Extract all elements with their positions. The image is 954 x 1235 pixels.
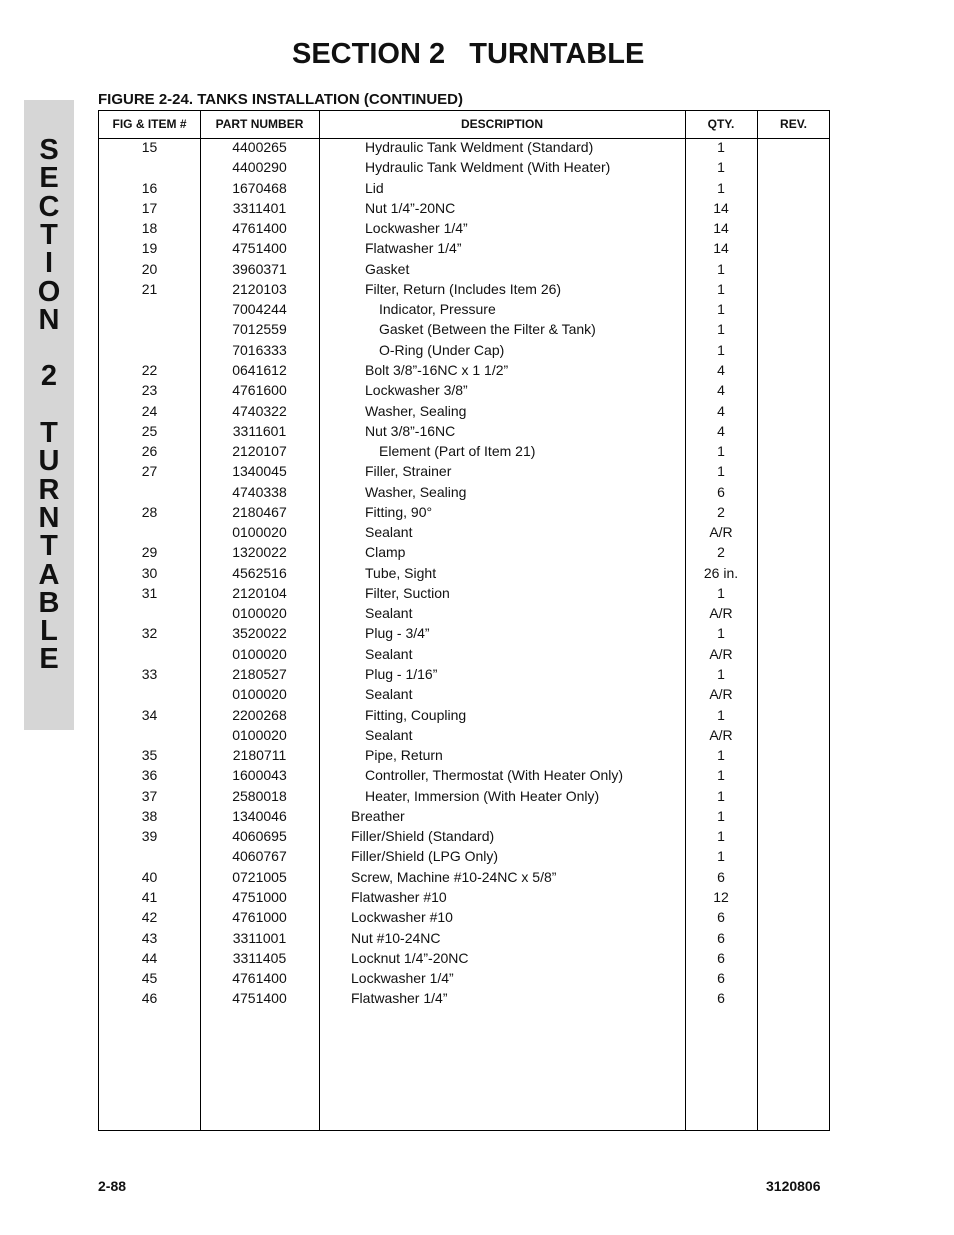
qty-cell: 1 [717, 828, 725, 845]
header-part-number: PART NUMBER [215, 117, 304, 131]
part-number-cell: 4562516 [232, 564, 287, 581]
item-cell: 18 [141, 220, 158, 237]
qty-cell: 26 in. [703, 564, 739, 581]
qty-cell: 14 [713, 220, 729, 237]
table-row [99, 968, 829, 988]
table-row [99, 928, 829, 948]
description-cell: Lockwasher 1/4” [351, 970, 454, 987]
side-tab-letter: O [37, 275, 61, 308]
side-tab-letter: L [40, 615, 58, 648]
table-row [99, 502, 829, 522]
qty-cell: 1 [717, 139, 725, 155]
qty-cell: 1 [717, 341, 725, 358]
side-tab-letter: I [44, 247, 54, 280]
description-cell: Filler/Shield (Standard) [351, 828, 495, 845]
part-number-cell: 2120107 [232, 443, 287, 460]
qty-cell: 1 [717, 625, 725, 642]
description-cell: Element (Part of Item 21) [379, 443, 536, 460]
table-row [99, 401, 829, 421]
item-cell: 34 [141, 706, 158, 723]
part-number-cell: 4060695 [232, 828, 287, 845]
description-cell: Filter, Return (Includes Item 26) [365, 280, 562, 297]
description-cell: Plug - 1/16” [365, 666, 438, 683]
item-cell: 26 [141, 443, 158, 460]
qty-cell: 1 [717, 321, 725, 338]
qty-cell: 2 [717, 503, 725, 520]
table-row [99, 340, 829, 360]
part-number-cell: 4751400 [232, 240, 287, 257]
qty-cell: 6 [717, 949, 725, 966]
table-row [99, 542, 829, 562]
qty-cell: 1 [717, 443, 725, 460]
item-cell: 22 [141, 361, 158, 378]
description-cell: Bolt 3/8”-16NC x 1 1/2” [365, 361, 509, 378]
description-cell: Sealant [365, 726, 413, 743]
table-row [99, 157, 829, 177]
qty-cell: 14 [713, 199, 729, 216]
side-tab-letter: T [40, 530, 58, 563]
item-cell: 37 [141, 787, 158, 804]
description-cell: Fitting, Coupling [365, 706, 467, 723]
side-tab-letter: C [38, 190, 60, 223]
document-number: 3120806 [766, 1178, 821, 1194]
qty-cell: 4 [717, 422, 725, 439]
side-tab-letter: S [39, 134, 59, 166]
description-cell: Plug - 3/4” [365, 625, 430, 642]
qty-cell: 1 [717, 179, 725, 196]
item-cell: 15 [141, 139, 158, 155]
part-number-cell: 0721005 [232, 868, 287, 885]
table-row [99, 623, 829, 643]
description-cell: Clamp [365, 544, 406, 561]
table-row [99, 806, 829, 826]
side-tab-letter: N [38, 303, 60, 336]
description-cell: Gasket [365, 260, 410, 277]
qty-cell: A/R [709, 645, 733, 662]
header-qty: QTY. [707, 117, 735, 131]
side-tab-letter: R [38, 473, 60, 506]
item-cell: 42 [141, 909, 158, 926]
qty-cell: 1 [717, 159, 725, 176]
part-number-cell: 3520022 [232, 625, 287, 642]
part-number-cell: 4740322 [232, 402, 287, 419]
item-cell: 39 [141, 828, 158, 845]
qty-cell: 6 [717, 929, 725, 946]
description-cell: Flatwasher 1/4” [351, 990, 448, 1007]
item-cell: 46 [141, 990, 158, 1007]
side-tab-letter: N [38, 501, 60, 534]
section-title: SECTION 2 TURNTABLE [292, 38, 645, 70]
description-cell: Indicator, Pressure [379, 301, 496, 318]
part-number-cell: 2200268 [232, 706, 287, 723]
table-row [99, 238, 829, 258]
item-cell: 30 [141, 564, 158, 581]
description-cell: Lockwasher #10 [351, 909, 453, 926]
part-number-cell: 4060767 [232, 848, 287, 865]
description-cell: Flatwasher #10 [351, 888, 447, 905]
table-row [99, 279, 829, 299]
qty-cell: 1 [717, 706, 725, 723]
qty-cell: 1 [717, 260, 725, 277]
qty-cell: A/R [709, 524, 733, 541]
description-cell: Nut 3/8”-16NC [365, 422, 456, 439]
description-cell: Screw, Machine #10-24NC x 5/8” [351, 868, 557, 885]
table-row [99, 664, 829, 684]
side-tab-letter: E [39, 162, 59, 195]
part-number-cell: 2180467 [232, 503, 287, 520]
description-cell: Filter, Suction [365, 584, 450, 601]
item-cell: 36 [141, 767, 158, 784]
part-number-cell: 4400265 [232, 139, 287, 155]
item-cell: 19 [141, 240, 158, 257]
part-number-cell: 3311001 [232, 929, 287, 946]
part-number-cell: 0641612 [232, 361, 287, 378]
part-number-cell: 4761600 [232, 382, 287, 399]
part-number-cell: 2180527 [232, 666, 287, 683]
part-number-cell: 3311405 [232, 949, 287, 966]
table-row [99, 988, 829, 1008]
part-number-cell: 3311601 [232, 422, 287, 439]
table-row [99, 846, 829, 866]
part-number-cell: 1340045 [232, 463, 287, 480]
part-number-cell: 4761400 [232, 220, 287, 237]
table-row [99, 786, 829, 806]
qty-cell: 1 [717, 463, 725, 480]
side-tab-letter: A [38, 558, 60, 591]
table-row [99, 218, 829, 238]
part-number-cell: 1320022 [232, 544, 287, 561]
item-cell: 40 [141, 868, 158, 885]
side-tab-letter: T [40, 218, 58, 251]
side-tab-letter: B [38, 586, 60, 619]
part-number-cell: 4740338 [232, 483, 287, 500]
qty-cell: 1 [717, 807, 725, 824]
table-row [99, 178, 829, 198]
header-rev: REV. [780, 117, 807, 131]
table-row [99, 421, 829, 441]
qty-cell: 1 [717, 280, 725, 297]
part-number-cell: 0100020 [232, 524, 287, 541]
side-tab-letter: U [38, 445, 60, 478]
item-cell: 25 [141, 422, 158, 439]
part-number-cell: 4751400 [232, 990, 287, 1007]
description-cell: Washer, Sealing [365, 402, 467, 419]
description-cell: Nut 1/4”-20NC [365, 199, 456, 216]
qty-cell: 4 [717, 382, 725, 399]
table-row [99, 522, 829, 542]
item-cell: 23 [141, 382, 158, 399]
description-cell: Tube, Sight [365, 564, 437, 581]
header-item: FIG & ITEM # [112, 117, 187, 131]
table-row [99, 603, 829, 623]
table-row [99, 867, 829, 887]
item-cell: 28 [141, 503, 158, 520]
qty-cell: 6 [717, 909, 725, 926]
item-cell: 31 [141, 584, 158, 601]
description-cell: Filler/Shield (LPG Only) [351, 848, 499, 865]
table-row [99, 644, 829, 664]
qty-cell: 1 [717, 767, 725, 784]
page-number: 2-88 [98, 1178, 127, 1194]
table-row [99, 441, 829, 461]
description-cell: Heater, Immersion (With Heater Only) [365, 787, 600, 804]
item-cell: 29 [141, 544, 158, 561]
part-number-cell: 4761000 [232, 909, 287, 926]
qty-cell: 1 [717, 666, 725, 683]
part-number-cell: 2580018 [232, 787, 287, 804]
part-number-cell: 2120104 [232, 584, 287, 601]
description-cell: Sealant [365, 645, 413, 662]
item-cell: 35 [141, 747, 158, 764]
qty-cell: A/R [709, 726, 733, 743]
table-row [99, 259, 829, 279]
table-row [99, 360, 829, 380]
table-row [99, 887, 829, 907]
part-number-cell: 3960371 [232, 260, 287, 277]
part-number-cell: 0100020 [232, 686, 287, 703]
description-cell: Lid [365, 179, 384, 196]
figure-title: FIGURE 2-24. TANKS INSTALLATION (CONTINUED) [98, 91, 463, 108]
description-cell: Fitting, 90° [365, 503, 433, 520]
qty-cell: 1 [717, 301, 725, 318]
table-row [99, 299, 829, 319]
part-number-cell: 0100020 [232, 605, 287, 622]
part-number-cell: 7004244 [232, 301, 287, 318]
description-cell: Nut #10-24NC [351, 929, 441, 946]
description-cell: Breather [351, 807, 405, 824]
part-number-cell: 2120103 [232, 280, 287, 297]
qty-cell: 6 [717, 990, 725, 1007]
qty-cell: 1 [717, 787, 725, 804]
qty-cell: A/R [709, 605, 733, 622]
table-row [99, 745, 829, 765]
table-row [99, 583, 829, 603]
header-description: DESCRIPTION [460, 117, 543, 131]
table-row [99, 684, 829, 704]
description-cell: Pipe, Return [365, 747, 443, 764]
description-cell: Sealant [365, 686, 413, 703]
item-cell: 21 [141, 280, 158, 297]
table-row [99, 725, 829, 745]
table-row [99, 765, 829, 785]
item-cell: 17 [141, 199, 158, 216]
description-cell: Sealant [365, 524, 413, 541]
qty-cell: 1 [717, 848, 725, 865]
qty-cell: 6 [717, 970, 725, 987]
table-row [99, 948, 829, 968]
table-row [99, 907, 829, 927]
item-cell: 16 [141, 179, 158, 196]
description-cell: Lockwasher 3/8” [365, 382, 468, 399]
side-tab-letter: E [39, 643, 59, 676]
table-row [99, 137, 829, 157]
parts-table [98, 110, 830, 1131]
item-cell: 45 [141, 970, 158, 987]
item-cell: 44 [141, 949, 158, 966]
table-row [99, 380, 829, 400]
description-cell: Gasket (Between the Filter & Tank) [379, 321, 596, 338]
qty-cell: A/R [709, 686, 733, 703]
part-number-cell: 4761400 [232, 970, 287, 987]
description-cell: Lockwasher 1/4” [365, 220, 468, 237]
qty-cell: 12 [713, 888, 729, 905]
item-cell: 24 [141, 402, 158, 419]
part-number-cell: 3311401 [232, 199, 287, 216]
description-cell: Sealant [365, 605, 413, 622]
part-number-cell: 0100020 [232, 645, 287, 662]
part-number-cell: 1340046 [232, 807, 287, 824]
item-cell: 32 [141, 625, 158, 642]
item-cell: 41 [141, 888, 158, 905]
item-cell: 43 [141, 929, 158, 946]
qty-cell: 1 [717, 584, 725, 601]
part-number-cell: 4400290 [232, 159, 287, 176]
item-cell: 33 [141, 666, 158, 683]
item-cell: 20 [141, 260, 158, 277]
description-cell: Hydraulic Tank Weldment (With Heater) [365, 159, 611, 176]
qty-cell: 14 [713, 240, 729, 257]
table-row [99, 319, 829, 339]
description-cell: Flatwasher 1/4” [365, 240, 462, 257]
table-row [99, 461, 829, 481]
part-number-cell: 2180711 [232, 747, 287, 764]
part-number-cell: 4751000 [232, 888, 287, 905]
part-number-cell: 7016333 [232, 341, 287, 358]
table-row [99, 826, 829, 846]
table-row [99, 198, 829, 218]
side-tab-letter: T [40, 417, 58, 449]
table-row [99, 705, 829, 725]
description-cell: O-Ring (Under Cap) [379, 341, 505, 358]
table-row [99, 482, 829, 502]
description-cell: Washer, Sealing [365, 483, 467, 500]
qty-cell: 4 [717, 361, 725, 378]
item-cell: 38 [141, 807, 158, 824]
qty-cell: 6 [717, 868, 725, 885]
qty-cell: 4 [717, 402, 725, 419]
side-tab-letter: 2 [40, 360, 58, 393]
qty-cell: 6 [717, 483, 725, 500]
qty-cell: 2 [717, 544, 725, 561]
item-cell: 27 [141, 463, 158, 480]
qty-cell: 1 [717, 747, 725, 764]
part-number-cell: 1670468 [232, 179, 287, 196]
description-cell: Hydraulic Tank Weldment (Standard) [365, 139, 594, 155]
description-cell: Controller, Thermostat (With Heater Only) [365, 767, 624, 784]
part-number-cell: 7012559 [232, 321, 287, 338]
part-number-cell: 1600043 [232, 767, 287, 784]
table-row [99, 563, 829, 583]
description-cell: Locknut 1/4”-20NC [351, 949, 469, 966]
description-cell: Filler, Strainer [365, 463, 452, 480]
section-side-tab [24, 100, 74, 730]
part-number-cell: 0100020 [232, 726, 287, 743]
